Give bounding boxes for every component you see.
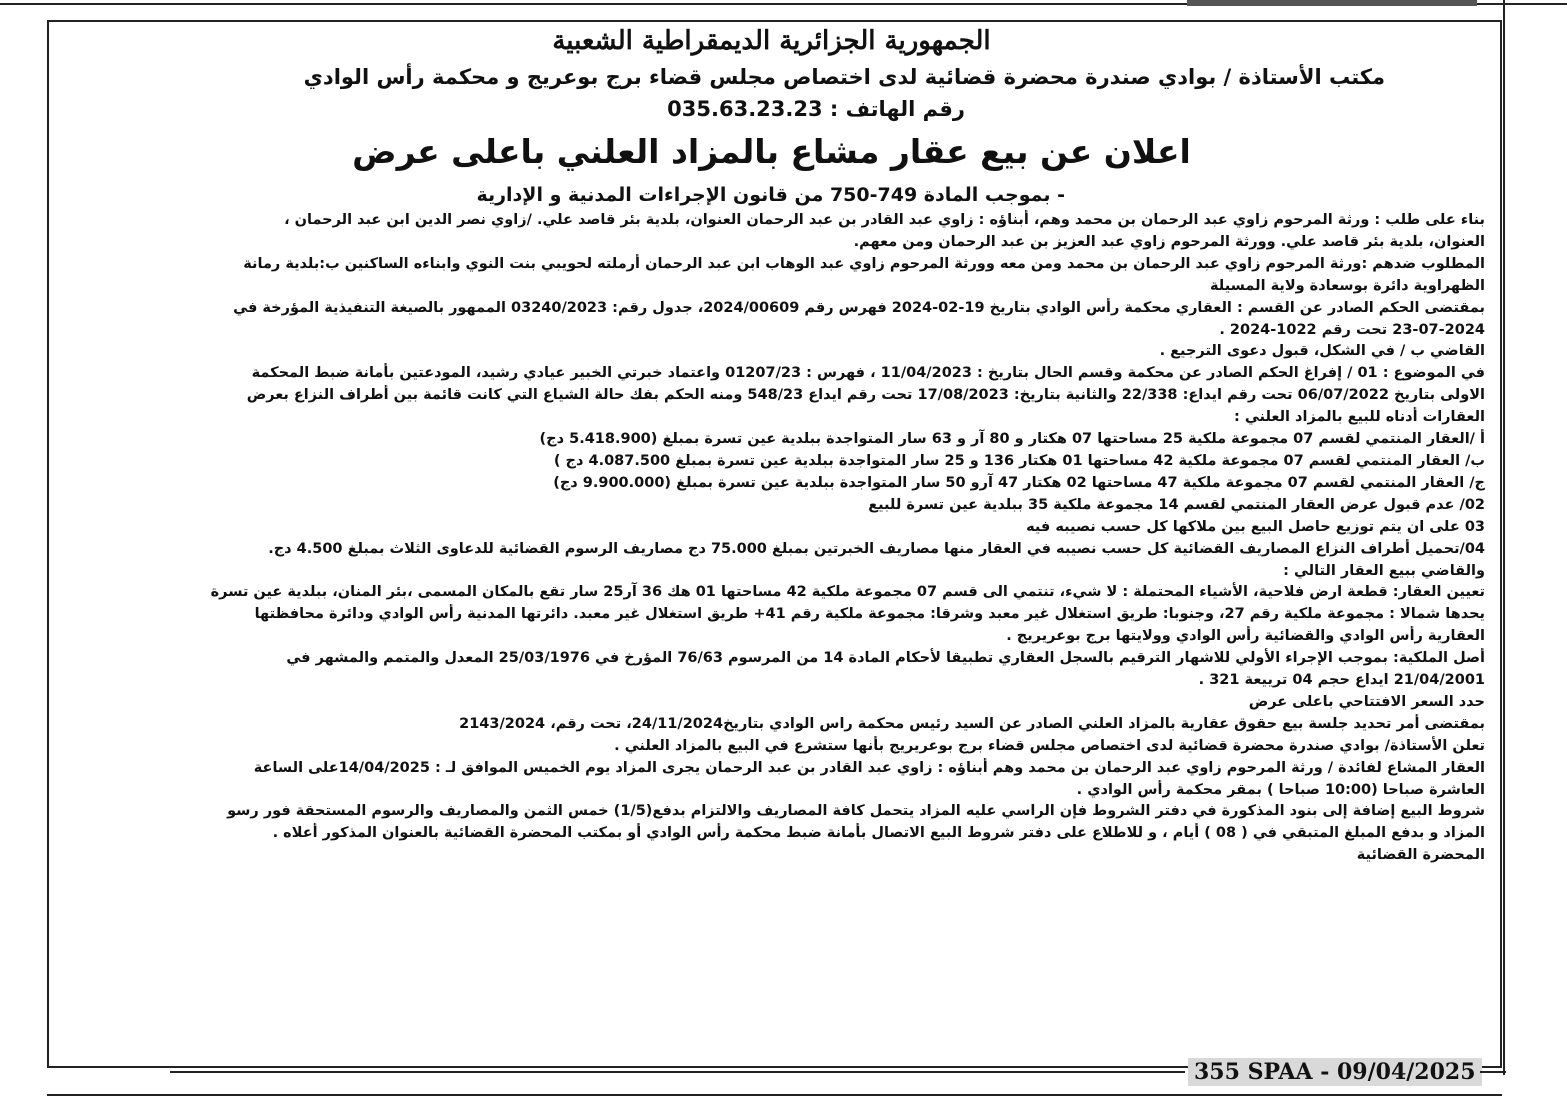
previous-notice-edge (1187, 0, 1477, 6)
phone-line: رقم الهاتف : 035.63.23.23 (667, 97, 965, 121)
body-line: العقار المشاع لفائدة / ورثة المرحوم زاوي عبد الرحمان بن محمد وهم أبناؤه : زاوي عبد القادر بن عبد الرحمان يجرى المزاد يوم الخميس الموافق لـ : 14/04/2025على الساعة (253, 759, 1485, 776)
body-line: الظهراوية دائرة بوسعادة ولاية المسيلة (1210, 277, 1485, 294)
body-line: والقاضي ببيع العقار التالي : (1283, 562, 1485, 579)
body-line: تعلن الأستاذة/ بوادي صندرة محضرة قضائية لدى اختصاص مجلس قضاء برج بوعريريج بأنها ستشرع في البيع بالمزاد العلني . (614, 737, 1485, 754)
body-line: أصل الملكية: بموجب الإجراء الأولي للاشهار الترقيم بالسجل العقاري تطبيقا لأحكام المادة 14 من المرسوم 76/63 المؤرخ في 25/03/1976 المعدل والمتمم والمشهر في (286, 650, 1485, 667)
body-line: يحدها شمالا : مجموعة ملكية رقم 27، وجنوبا: طريق استغلال غير معبد وشرقا: مجموعة ملكية رقم 41+ طريق استغلال غير معبد. دائرتها المدنية رأس الوادي ودائرة محافظتها (254, 606, 1485, 623)
body-line: حدد السعر الافتتاحي باعلى عرض (1248, 693, 1485, 710)
body-line: شروط البيع إضافة إلى بنود المذكورة في دفتر الشروط فإن الراسي عليه المزاد يتحمل كافة المصاريف والالتزام بدفع(1/5) خمس الثمن والمصاريف والرسوم المستحقة فور رسو (227, 803, 1485, 820)
office-heading: مكتب الأستاذة / بوادي صندرة محضرة قضائية لدى اختصاص مجلس قضاء برج بوعريج و محكمة رأس الوادي (303, 65, 1385, 89)
body-line: العنوان، بلدية بئر قاصد علي. وورثة المرحوم زاوي عبد العزيز بن عبد الرحمان ومن معهم. (853, 233, 1485, 250)
body-line: ب/ العقار المنتمي لقسم 07 مجموعة ملكية 42 مساحتها 01 هكتار 136 و 25 سار المتواجدة ببلدية عين تسرة بمبلغ 4.087.500 دج ) (553, 452, 1485, 469)
body-line: العقارية رأس الوادي والقضائية رأس الوادي وولايتها برج بوعريريج . (1006, 628, 1485, 645)
body-line: بمقتضى أمر تحديد جلسة بيع حقوق عقارية بالمزاد العلني الصادر عن السيد رئيس محكمة راس الوادي بتاريخ24/11/2024، تحت رقم، 2143/2024 (459, 715, 1485, 732)
body-line: بمقتضى الحكم الصادر عن القسم : العقاري محكمة رأس الوادي بتاريخ 19-02-2024 فهرس رقم 2024/00609، جدول رقم: 03240/2023 الممهور بالصيغة التنفيذية المؤرخة في (233, 299, 1485, 316)
body-line: في الموضوع : 01 / إفراغ الحكم الصادر عن محكمة وقسم الحال بتاريخ : 11/04/2023 ، فهرس : 01207/23 واعتماد خبرتي الخبير عيادي رشيد، المودعتين بأمانة ضبط المحكمة (251, 365, 1485, 382)
column-right-rule (1503, 0, 1505, 1075)
next-notice-edge (47, 1094, 1502, 1096)
body-line: الاولى بتاريخ 06/07/2022 تحت رقم ايداع: 22/338 والثانية بتاريخ: 17/08/2023 تحت رقم ايداع 548/23 ومنه الحكم بفك حالة الشياع التي كانت قائمة بين أطراف النزاع بعرض (246, 387, 1485, 404)
notice-body (58, 210, 1485, 867)
body-line: 02/ عدم قبول عرض العقار المنتمي لقسم 14 مجموعة ملكية 35 ببلدية عين تسرة للبيع (868, 496, 1485, 513)
body-line: المطلوب ضدهم :ورثة المرحوم زاوي عبد الرحمان بن محمد ومن معه وورثة المرحوم زاوي عبد الوهاب ابن عبد الرحمان أرملته لحويبي بنت النوي وابناءه الساكنين ب:بلدية رمانة (243, 255, 1485, 272)
footer-rule-right (1480, 1071, 1506, 1073)
body-line: تعيين العقار: قطعة ارض فلاحية، الأشياء المحتملة : لا شيء، تنتمي الى قسم 07 مجموعة ملكية 42 مساحتها 01 هك 36 آر25 سار تقع بالمكان المسمى ،بئر المنان، ببلدية عين تسرة (210, 584, 1485, 601)
body-line: القاضي ب / في الشكل، قبول دعوى الترجيع . (1159, 343, 1485, 360)
body-line: 23-07-2024 تحت رقم 1022-2024 . (1219, 321, 1485, 338)
body-line: ج/ العقار المنتمي لقسم 07 مجموعة ملكية 47 مساحتها 02 هكتار 47 آرو 50 سار المتواجدة ببلدية عين تسرة بمبلغ (9.900.000 دج) (553, 474, 1485, 491)
body-line: أ /العقار المنتمي لقسم 07 مجموعة ملكية 25 مساحتها 07 هكتار و 80 آر و 63 سار المتواجدة ببلدية عين تسرة بمبلغ (5.418.900 دج) (539, 431, 1485, 448)
body-line: 03 على ان يتم توزيع حاصل البيع بين ملاكها كل حسب نصيبه فيه (1026, 518, 1485, 535)
notice-content (58, 22, 1485, 867)
publication-tag: 355 SPAA - 09/04/2025 (1188, 1058, 1482, 1086)
body-line: 21/04/2001 ايداع حجم 04 ترييعة 321 . (1198, 672, 1485, 689)
body-line: العقارات أدناه للبيع بالمزاد العلني : (1234, 409, 1485, 426)
body-line: المزاد و بدفع المبلغ المتبقي في ( 08 ) أيام ، و للاطلاع على دفتر شروط البيع الاتصال بأمانة ضبط محكمة رأس الوادي أو بمكتب المحضرة القضائية بالعنوان المذكور أعلاه . (272, 825, 1485, 842)
signature-line: المحضرة القضائية (1356, 847, 1485, 864)
notice-title: اعلان عن بيع عقار مشاع بالمزاد العلني باعلى عرض (352, 132, 1191, 171)
body-line: بناء على طلب : ورثة المرحوم زاوي عبد الرحمان بن محمد وهم، أبناؤه : زاوي عبد القادر بن عبد الرحمان العنوان، بلدية بئر قاصد علي. /زاوي نصر الدين ابن عبد الرحمان ، (284, 212, 1485, 228)
body-line: العاشرة صباحا (10:00 صباحا ) بمقر محكمة رأس الوادي . (1076, 781, 1485, 798)
republic-heading: الجمهورية الجزائرية الديمقراطية الشعبية (552, 26, 991, 56)
footer-rule-left (170, 1071, 1185, 1073)
legal-basis: - بموجب المادة 749-750 من قانون الإجراءات المدنية و الإدارية (476, 184, 1065, 206)
body-line: 04/تحميل أطراف النزاع المصاريف القضائية كل حسب نصيبه في العقار منها مصاريف الخبرتين بمبلغ 75.000 دج مصاريف الرسوم القضائية للدعاوى الثلاث بمبلغ 4.500 دج. (268, 540, 1485, 557)
